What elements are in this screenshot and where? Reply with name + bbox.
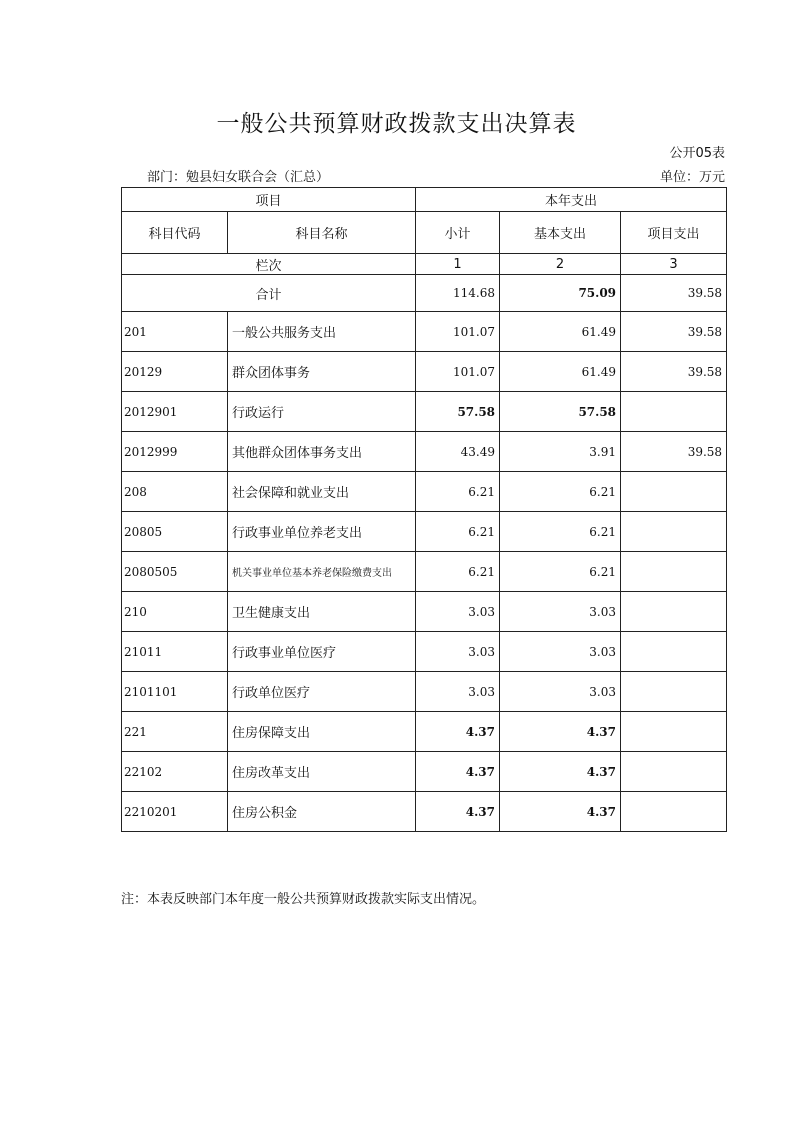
row-basic: 57.58 — [500, 392, 621, 432]
table-row — [122, 792, 727, 832]
row-subtotal: 57.58 — [416, 392, 500, 432]
row-code: 221 — [122, 712, 228, 752]
table-row — [122, 432, 727, 472]
header-subtotal: 小计 — [416, 212, 500, 254]
row-subtotal: 6.21 — [416, 512, 500, 552]
row-subtotal: 3.03 — [416, 632, 500, 672]
row-code: 2080505 — [122, 552, 228, 592]
table-row — [122, 632, 727, 672]
row-subtotal: 3.03 — [416, 592, 500, 632]
footnote: 注：本表反映部门本年度一般公共预算财政拨款实际支出情况。 — [121, 892, 486, 907]
row-project — [621, 752, 727, 792]
row-project — [621, 792, 727, 832]
header-current-year: 本年支出 — [416, 188, 727, 212]
row-project: 39.58 — [621, 352, 727, 392]
row-basic: 61.49 — [500, 352, 621, 392]
row-name: 行政单位医疗 — [228, 672, 416, 712]
table-row — [122, 552, 727, 592]
row-basic: 3.03 — [500, 632, 621, 672]
column-order-3: 3 — [621, 254, 727, 275]
row-basic: 4.37 — [500, 792, 621, 832]
row-project: 39.58 — [621, 312, 727, 352]
row-code: 20805 — [122, 512, 228, 552]
row-basic: 61.49 — [500, 312, 621, 352]
total-basic: 75.09 — [500, 275, 621, 312]
row-project: 39.58 — [621, 432, 727, 472]
row-basic: 3.91 — [500, 432, 621, 472]
row-project — [621, 712, 727, 752]
row-subtotal: 6.21 — [416, 552, 500, 592]
row-project — [621, 672, 727, 712]
row-name: 社会保障和就业支出 — [228, 472, 416, 512]
header-row-1 — [122, 188, 727, 212]
row-basic: 3.03 — [500, 592, 621, 632]
row-code: 2210201 — [122, 792, 228, 832]
table-row — [122, 512, 727, 552]
row-basic: 3.03 — [500, 672, 621, 712]
header-basic: 基本支出 — [500, 212, 621, 254]
header-code: 科目代码 — [122, 212, 228, 254]
table-row — [122, 592, 727, 632]
total-subtotal: 114.68 — [416, 275, 500, 312]
row-code: 2101101 — [122, 672, 228, 712]
row-basic: 6.21 — [500, 512, 621, 552]
column-order-row — [122, 254, 727, 275]
header-project: 项目支出 — [621, 212, 727, 254]
table-row — [122, 752, 727, 792]
table-row — [122, 712, 727, 752]
column-order-1: 1 — [416, 254, 500, 275]
department-label: 部门：勉县妇女联合会（汇总） — [147, 170, 330, 185]
row-project — [621, 472, 727, 512]
row-project — [621, 592, 727, 632]
row-name: 住房改革支出 — [228, 752, 416, 792]
header-row-2 — [122, 212, 727, 254]
column-order-2: 2 — [500, 254, 621, 275]
row-basic: 6.21 — [500, 552, 621, 592]
table-row — [122, 352, 727, 392]
table-row — [122, 472, 727, 512]
row-subtotal: 101.07 — [416, 352, 500, 392]
unit-label: 单位：万元 — [659, 170, 725, 185]
row-subtotal: 4.37 — [416, 752, 500, 792]
row-basic: 4.37 — [500, 752, 621, 792]
row-name: 行政运行 — [228, 392, 416, 432]
row-code: 21011 — [122, 632, 228, 672]
row-name: 群众团体事务 — [228, 352, 416, 392]
row-name: 一般公共服务支出 — [228, 312, 416, 352]
row-name: 机关事业单位基本养老保险缴费支出 — [228, 552, 416, 592]
row-code: 2012999 — [122, 432, 228, 472]
column-order-label: 栏次 — [122, 254, 416, 275]
row-name: 卫生健康支出 — [228, 592, 416, 632]
table-row — [122, 672, 727, 712]
form-number: 公开05表 — [669, 146, 725, 161]
page-title: 一般公共预算财政拨款支出决算表 — [216, 111, 577, 137]
row-code: 22102 — [122, 752, 228, 792]
row-subtotal: 4.37 — [416, 792, 500, 832]
row-name: 住房保障支出 — [228, 712, 416, 752]
header-item: 项目 — [122, 188, 416, 212]
row-project — [621, 512, 727, 552]
table-row — [122, 392, 727, 432]
row-subtotal: 3.03 — [416, 672, 500, 712]
row-code: 201 — [122, 312, 228, 352]
row-project — [621, 392, 727, 432]
table-row — [122, 312, 727, 352]
row-basic: 6.21 — [500, 472, 621, 512]
row-basic: 4.37 — [500, 712, 621, 752]
total-label: 合计 — [122, 275, 416, 312]
row-project — [621, 632, 727, 672]
row-code: 2012901 — [122, 392, 228, 432]
row-name: 行政事业单位医疗 — [228, 632, 416, 672]
row-name: 行政事业单位养老支出 — [228, 512, 416, 552]
row-subtotal: 43.49 — [416, 432, 500, 472]
row-code: 208 — [122, 472, 228, 512]
header-name: 科目名称 — [228, 212, 416, 254]
row-name: 住房公积金 — [228, 792, 416, 832]
total-project: 39.58 — [621, 275, 727, 312]
row-subtotal: 6.21 — [416, 472, 500, 512]
expenditure-table — [121, 187, 727, 832]
row-subtotal: 4.37 — [416, 712, 500, 752]
row-subtotal: 101.07 — [416, 312, 500, 352]
row-code: 20129 — [122, 352, 228, 392]
total-row — [122, 275, 727, 312]
row-project — [621, 552, 727, 592]
row-code: 210 — [122, 592, 228, 632]
row-name: 其他群众团体事务支出 — [228, 432, 416, 472]
